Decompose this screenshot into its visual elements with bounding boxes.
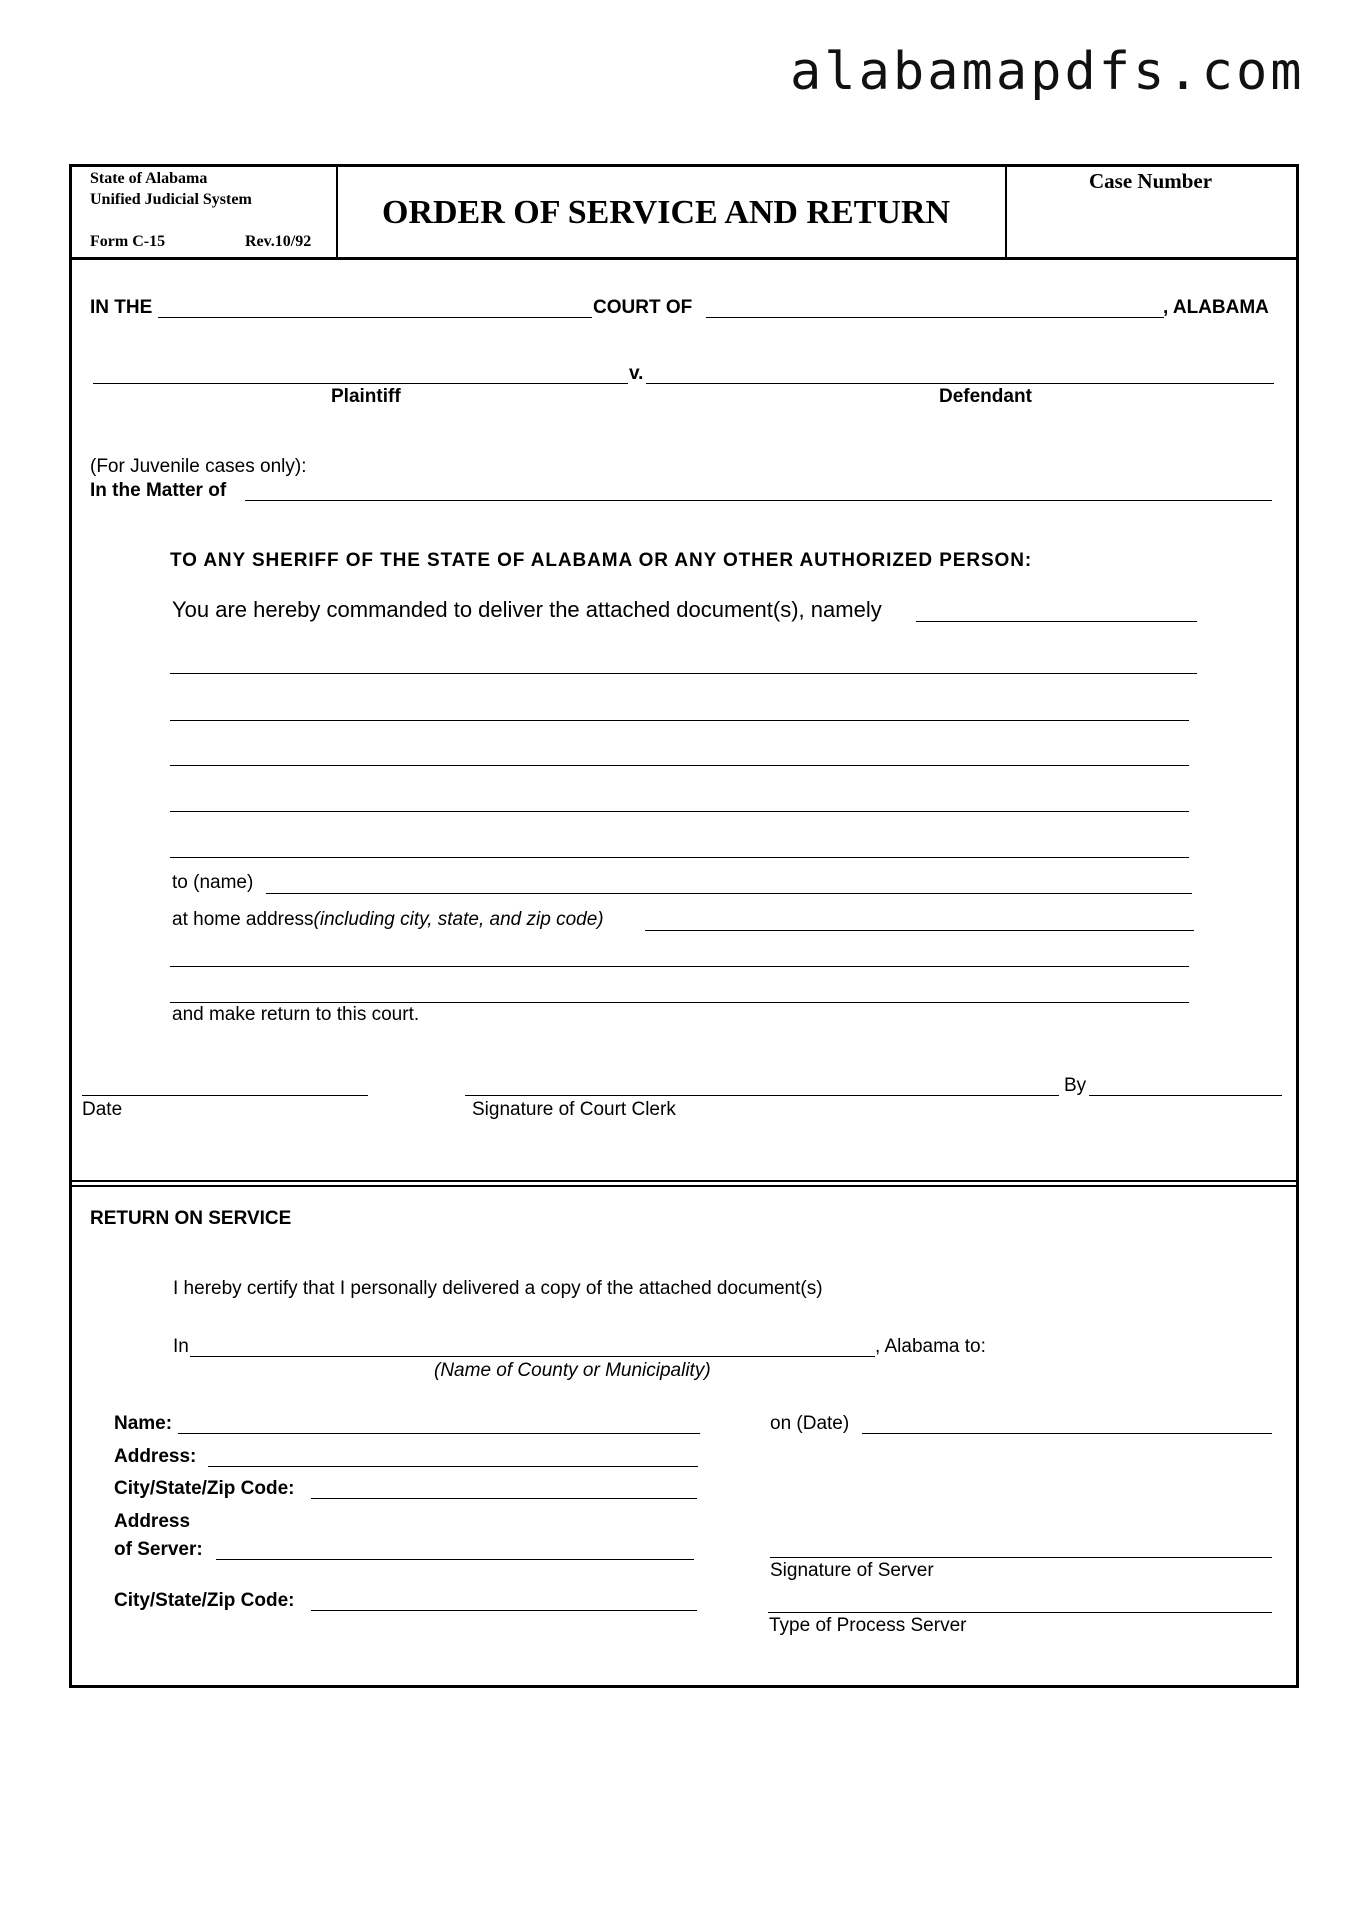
court-name-field[interactable] [158, 317, 592, 318]
in-the-matter-label: In the Matter of [90, 480, 227, 501]
server-address-field[interactable] [216, 1559, 694, 1560]
in-the-matter-field[interactable] [245, 500, 1272, 501]
documents-line-1[interactable] [170, 673, 1197, 674]
court-of-label: COURT OF [593, 297, 693, 318]
make-return-text: and make return to this court. [172, 1004, 420, 1025]
court-of-field[interactable] [706, 317, 1164, 318]
addressee-line: TO ANY SHERIFF OF THE STATE OF ALABAMA OR ANY OTHER AUTHORIZED PERSON: [170, 550, 1033, 571]
address-of-label: Address [114, 1511, 191, 1532]
home-address-line-3[interactable] [170, 1002, 1189, 1003]
city-state-zip-2-label: City/State/Zip Code: [114, 1590, 295, 1611]
certify-text: I hereby certify that I personally delivered a copy of the attached document(s) [173, 1278, 823, 1299]
county-note-text: (Name of County or Municipality) [434, 1360, 711, 1381]
of-server-label: of Server: [114, 1539, 203, 1560]
return-heading: RETURN ON SERVICE [90, 1208, 292, 1229]
plaintiff-label: Plaintiff [331, 386, 401, 407]
clerk-signature-label: Signature of Court Clerk [472, 1099, 676, 1120]
county-field[interactable] [190, 1356, 875, 1357]
address-label: Address: [114, 1446, 197, 1467]
defendant-field[interactable] [646, 383, 1274, 384]
by-field[interactable] [1089, 1095, 1282, 1096]
section-divider [69, 1180, 1299, 1187]
home-address-field[interactable] [645, 930, 1194, 931]
home-address-text: at home address [172, 909, 314, 930]
header-system: Unified Judicial System [90, 191, 252, 208]
command-text: You are hereby commanded to deliver the attached document(s), namely [172, 597, 882, 622]
to-name-field[interactable] [266, 893, 1192, 894]
home-address-line-2[interactable] [170, 966, 1189, 967]
header-divider [69, 257, 1299, 260]
alabama-label: , ALABAMA [1163, 297, 1269, 318]
home-address-note: (including city, state, and zip code) [313, 909, 604, 930]
defendant-label: Defendant [939, 386, 1032, 407]
header-state: State of Alabama [90, 170, 208, 187]
city-state-zip-field[interactable] [311, 1498, 697, 1499]
in-the-label: IN THE [90, 297, 153, 318]
city-state-zip-2-field[interactable] [311, 1610, 697, 1611]
case-number-label: Case Number [1089, 169, 1213, 193]
server-signature-label: Signature of Server [770, 1560, 934, 1581]
process-server-type-field[interactable] [768, 1612, 1272, 1613]
server-signature-field[interactable] [770, 1557, 1272, 1558]
date-label: Date [82, 1099, 123, 1120]
header-rev: Rev.10/92 [245, 233, 312, 250]
alabama-to-label: , Alabama to: [875, 1336, 986, 1357]
home-address-label [172, 909, 604, 931]
documents-line-2[interactable] [170, 720, 1189, 721]
clerk-signature-field[interactable] [465, 1095, 1059, 1096]
name-label: Name: [114, 1413, 173, 1434]
header-vline-right [1005, 164, 1007, 259]
header-form: Form C-15 [90, 233, 166, 250]
on-date-label: on (Date) [770, 1413, 850, 1434]
watermark: alabamapdfs.com [790, 42, 1305, 102]
documents-line-4[interactable] [170, 811, 1189, 812]
county-note [434, 1360, 711, 1382]
header-vline-left [336, 164, 338, 259]
documents-line-5[interactable] [170, 857, 1189, 858]
service-date-field[interactable] [862, 1433, 1272, 1434]
by-label: By [1064, 1075, 1087, 1096]
documents-line-3[interactable] [170, 765, 1189, 766]
page-title: ORDER OF SERVICE AND RETURN [382, 194, 951, 231]
juvenile-note: (For Juvenile cases only): [90, 456, 307, 477]
process-server-type-label: Type of Process Server [769, 1615, 967, 1636]
to-name-label: to (name) [172, 872, 254, 893]
name-field[interactable] [178, 1433, 700, 1434]
plaintiff-field[interactable] [93, 383, 628, 384]
address-field[interactable] [208, 1466, 698, 1467]
date-field[interactable] [82, 1095, 368, 1096]
city-state-zip-label: City/State/Zip Code: [114, 1478, 295, 1499]
documents-field[interactable] [916, 621, 1197, 622]
in-label: In [173, 1336, 189, 1357]
versus-label: v. [629, 363, 644, 384]
